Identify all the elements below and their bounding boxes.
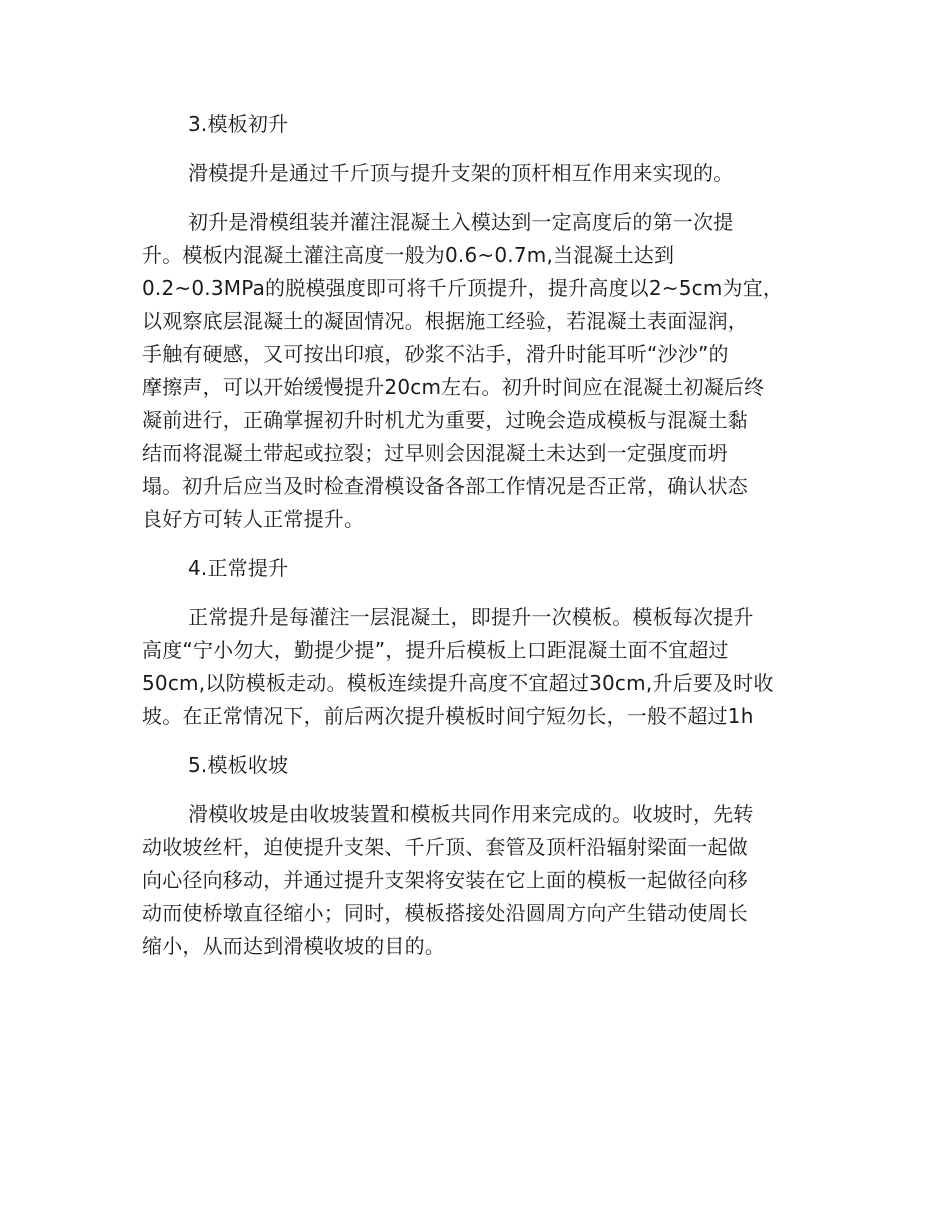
section-heading: 4.正常提升 (188, 556, 289, 580)
section-heading: 3.模板初升 (188, 112, 289, 136)
paragraph-line: 良好方可转人正常提升。 (142, 507, 365, 531)
document-body (142, 108, 802, 963)
paragraph-line: 结而将混凝土带起或拉裂；过早则会因混凝土未达到一定强度而坍 (142, 441, 728, 465)
paragraph-line: 手触有硬感，又可按出印痕，砂浆不沾手，滑升时能耳听“沙沙”的 (142, 342, 729, 366)
paragraph-line: 坡。在正常情况下，前后两次提升模板时间宁短勿长，一般不超过1h (142, 704, 754, 728)
paragraph-line: 缩小，从而达到滑模收坡的目的。 (142, 934, 445, 958)
paragraph-line: 50cm,以防模板走动。模板连续提升高度不宜超过30cm,升后要及时收 (142, 671, 774, 695)
paragraph-line: 以观察底层混凝土的凝固情况。根据施工经验，若混凝土表面湿润， (142, 309, 748, 333)
paragraph-line: 塌。初升后应当及时检查滑模设备各部工作情况是否正常，确认状态 (142, 474, 748, 498)
paragraph-line: 升。模板内混凝土灌注高度一般为0.6~0.7m,当混凝土达到 (142, 243, 675, 267)
paragraph-line: 正常提升是每灌注一层混凝土，即提升一次模板。模板每次提升 (188, 605, 754, 629)
paragraph-line: 向心径向移动，并通过提升支架将安装在它上面的模板一起做径向移 (142, 868, 748, 892)
paragraph-line: 初升是滑模组装并灌注混凝土入模达到一定高度后的第一次提 (188, 210, 734, 234)
section-heading: 5.模板收坡 (188, 753, 289, 777)
paragraph-line: 滑模收坡是由收坡装置和模板共同作用来完成的。收坡时，先转 (188, 802, 754, 826)
paragraph-line: 动而使桥墩直径缩小；同时，模板搭接处沿圆周方向产生错动使周长 (142, 901, 748, 925)
paragraph-line: 高度“宁小勿大，勤提少提”，提升后模板上口距混凝土面不宜超过 (142, 638, 729, 662)
paragraph-line: 动收坡丝杆，迫使提升支架、千斤顶、套管及顶杆沿辐射梁面一起做 (142, 835, 748, 859)
paragraph-line: 滑模提升是通过千斤顶与提升支架的顶杆相互作用来实现的。 (188, 161, 734, 185)
paragraph-line: 0.2~0.3MPa的脱模强度即可将千斤顶提升，提升高度以2~5cm为宜， (142, 276, 784, 300)
paragraph-line: 摩擦声，可以开始缓慢提升20cm左右。初升时间应在混凝土初凝后终 (142, 375, 765, 399)
paragraph-line: 凝前进行，正确掌握初升时机尤为重要，过晚会造成模板与混凝土黏 (142, 408, 748, 432)
